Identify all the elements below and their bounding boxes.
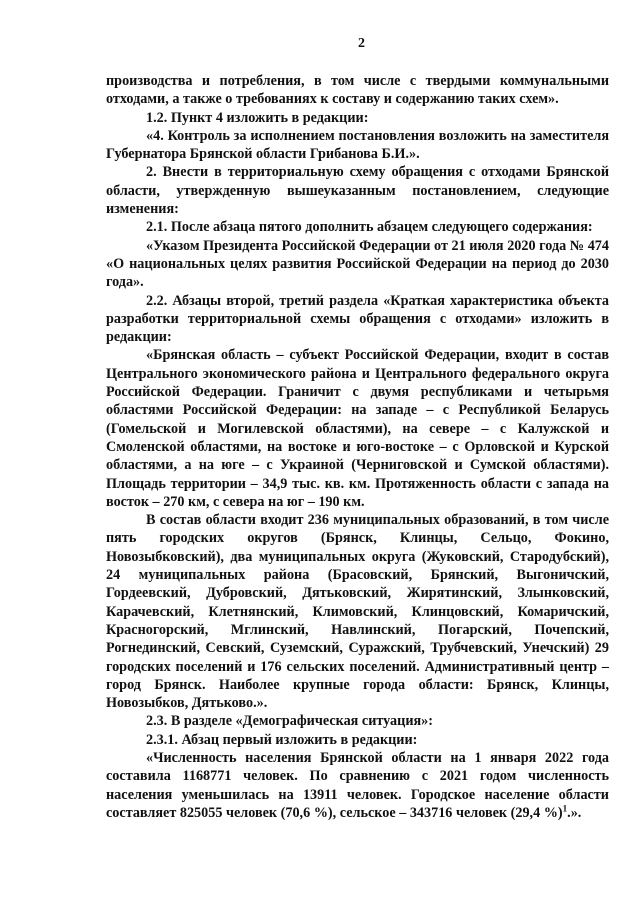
paragraph-2: 1.2. Пункт 4 изложить в редакции:	[146, 109, 369, 126]
paragraph-5: 2.1. После абзаца пятого дополнить абзацем следующего содержания:	[146, 219, 593, 236]
footnote-mark: 1	[562, 803, 568, 814]
paragraph-9: В состав области входит 236 муниципальных образований, в том числе пять городских округов (Брянск, Клинцы, Сельцо, Фокино, Новозыбковский), два муниципальных округа (Жуковский, Стародубский), 24 муниципальных района (Брасовский, Брянский, Выгоничский, Гордеевский, Дубровский, Дятьковский, Жирятинский, Злынковский, Карачевский, Клетнянский, Климовский, Клинцовский, Комаричский, Красногорский, Мглинский, Навлинский, Погарский, Почепский, Рогнединский, Севский, Суземский, Суражский, Трубчевский, Унечский) 29 городских поселений и 176 сельских поселений. Административный центр – город Брянск. Наиболее крупные города области: Брянск, Клинцы, Новозыбков, Дятьково.».	[106, 512, 609, 712]
paragraph-7: 2.2. Абзацы второй, третий раздела «Краткая характеристика объекта разработки территориальной схемы обращения с отходами» изложить в редакции:	[106, 292, 609, 346]
paragraph-12	[106, 749, 609, 822]
paragraph-11: 2.3.1. Абзац первый изложить в редакции:	[146, 731, 418, 748]
page-number: 2	[358, 36, 365, 51]
paragraph-12-text: «Численность населения Брянской области на 1 января 2022 года составила 1168771 человек. По сравнению с 2021 годом численность населения уменьшилась на 13911 человек. Городское население области составляет 825055 человек (70,6 %), сельское – 343716 человек (29,4 %)	[106, 749, 609, 821]
paragraph-10: 2.3. В разделе «Демографическая ситуация»:	[146, 713, 433, 730]
paragraph-4: 2. Внести в территориальную схему обращения с отходами Брянской области, утвержденную вышеуказанным постановлением, следующие изменения:	[106, 164, 609, 218]
paragraph-6: «Указом Президента Российской Федерации от 21 июля 2020 года № 474 «О национальных целях развития Российской Федерации на период до 2030 года».	[106, 237, 609, 291]
paragraph-3: «4. Контроль за исполнением постановления возложить на заместителя Губернатора Брянской области Грибанова Б.И.».	[106, 127, 609, 163]
paragraph-8: «Брянская область – субъект Российской Федерации, входит в состав Центрального экономического района и Центрального федерального округа Российской Федерации. Граничит с двумя республиками и четырьмя областями Российской Федерации: на западе – с Республикой Беларусь (Гомельской и Могилевской областями), на севере – с Калужской и Смоленской областями, на востоке и юго-востоке – с Орловской и Курской областями, а на юге – с Украиной (Черниговской и Сумской областями). Площадь территории – 34,9 тыс. кв. км. Протяженность области с запада на восток – 270 км, с севера на юг – 190 км.	[106, 347, 609, 510]
paragraph-1: производства и потребления, в том числе с твердыми коммунальными отходами, а также о требованиях к составу и содержанию таких схем».	[106, 73, 609, 108]
document-body	[106, 72, 609, 822]
paragraph-12-tail: .».	[567, 804, 582, 821]
